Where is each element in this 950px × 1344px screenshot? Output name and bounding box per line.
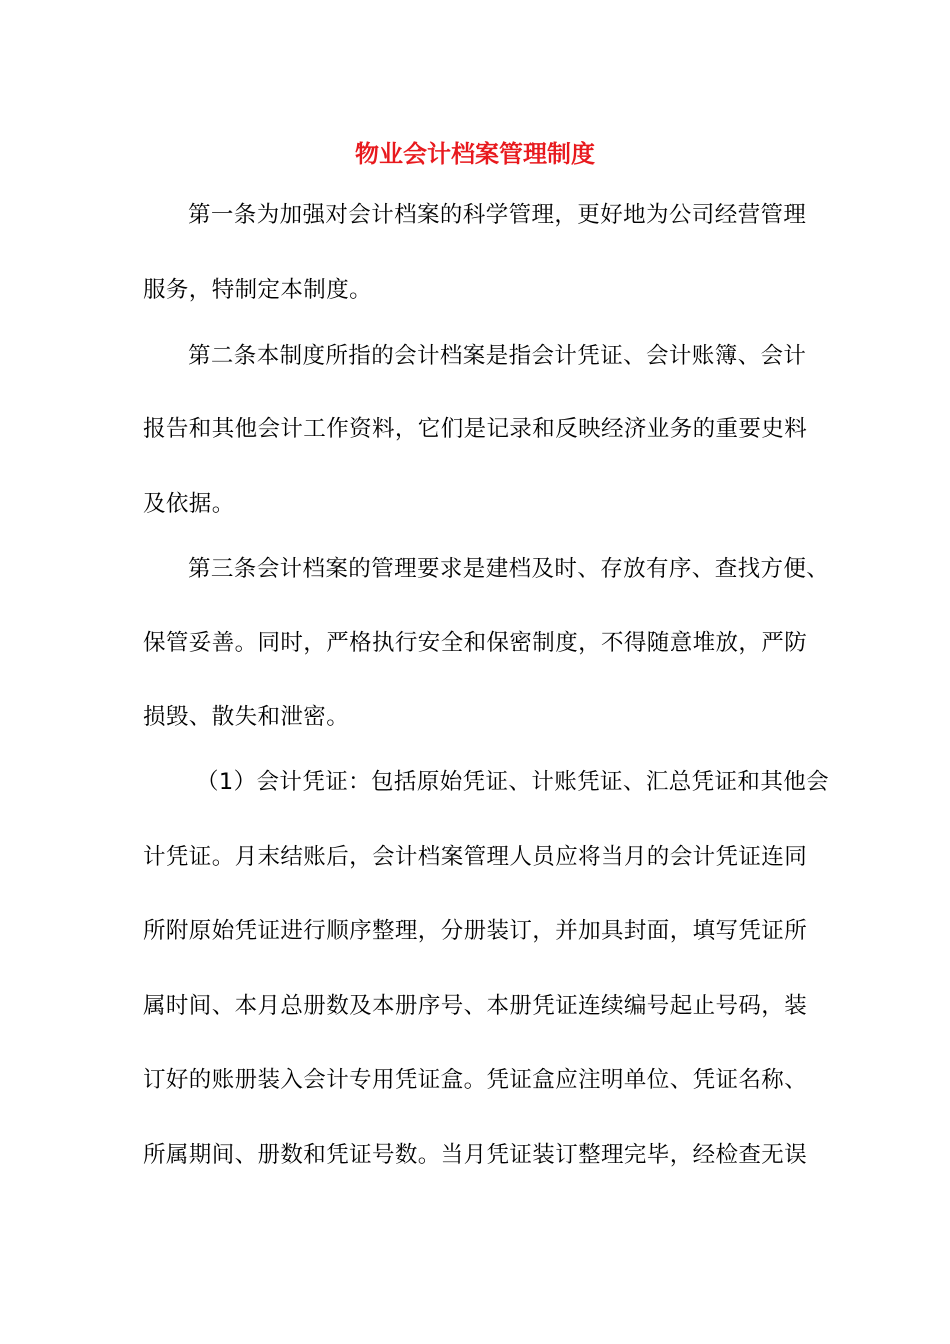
document-title: 物业会计档案管理制度 bbox=[355, 140, 595, 168]
paragraph-line: 第一条为加强对会计档案的科学管理，更好地为公司经营管理 bbox=[188, 202, 807, 228]
paragraph-line: 及依据。 bbox=[143, 491, 235, 517]
paragraph-line: （1）会计凭证：包括原始凭证、计账凭证、汇总凭证和其他会 bbox=[196, 769, 830, 795]
paragraph-line: 服务，特制定本制度。 bbox=[143, 277, 373, 303]
paragraph-line: 所附原始凭证进行顺序整理，分册装订，并加具封面，填写凭证所 bbox=[143, 918, 808, 944]
paragraph-line: 第三条会计档案的管理要求是建档及时、存放有序、查找方便、 bbox=[188, 556, 830, 582]
paragraph-line: 第二条本制度所指的会计档案是指会计凭证、会计账簿、会计 bbox=[188, 343, 807, 369]
paragraph-line: 订好的账册装入会计专用凭证盒。凭证盒应注明单位、凭证名称、 bbox=[143, 1067, 808, 1093]
paragraph-line: 所属期间、册数和凭证号数。当月凭证装订整理完毕，经检查无误 bbox=[143, 1142, 808, 1168]
paragraph-line: 计凭证。月末结账后，会计档案管理人员应将当月的会计凭证连同 bbox=[143, 844, 808, 870]
paragraph-line: 损毁、散失和泄密。 bbox=[143, 704, 350, 730]
paragraph-line: 保管妥善。同时，严格执行安全和保密制度，不得随意堆放，严防 bbox=[143, 630, 808, 656]
paragraph-line: 属时间、本月总册数及本册序号、本册凭证连续编号起止号码，装 bbox=[143, 993, 808, 1019]
paragraph-line: 报告和其他会计工作资料，它们是记录和反映经济业务的重要史料 bbox=[143, 416, 808, 442]
